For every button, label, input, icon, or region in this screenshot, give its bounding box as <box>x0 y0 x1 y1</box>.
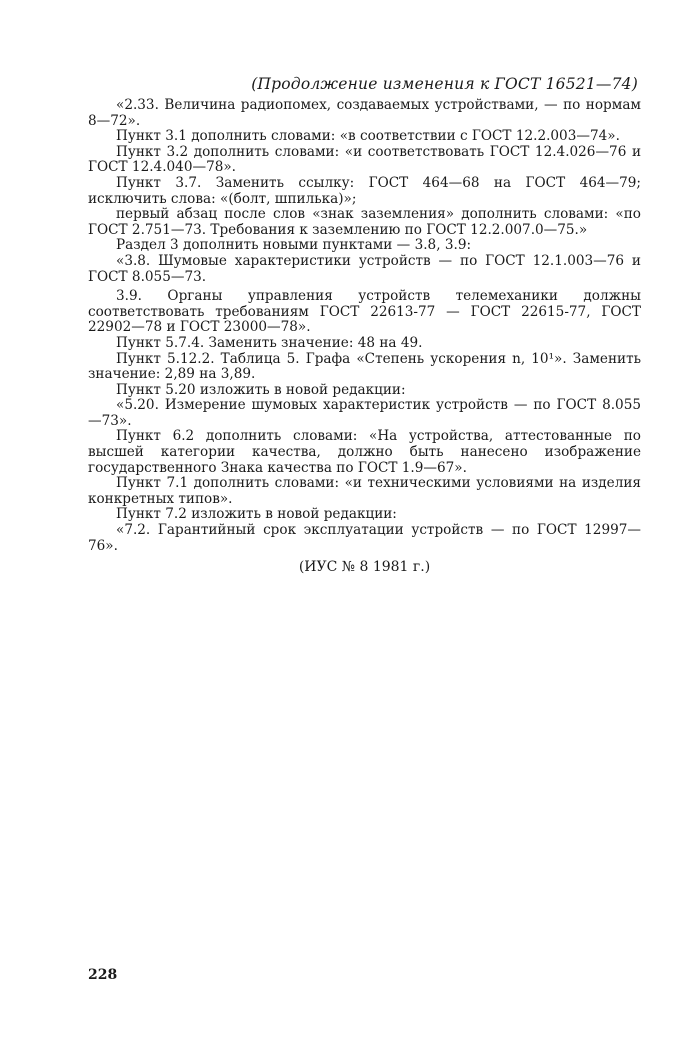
paragraph-5-20-text: «5.20. Измерение шумовых характеристик устройств — по ГОСТ 8.055—73». <box>88 397 641 429</box>
paragraph-section-3: Раздел 3 дополнить новыми пунктами — 3.8, 3.9: <box>116 237 472 254</box>
paragraph-3-1: Пункт 3.1 дополнить словами: «в соответствии с ГОСТ 12.2.003—74». <box>116 128 620 145</box>
running-header: (Продолжение изменения к ГОСТ 16521—74) <box>251 75 638 93</box>
paragraph-5-12-2: Пункт 5.12.2. Таблица 5. Графа «Степень ускорения n, 10¹». Заменить значение: 2,89 на 3,89. <box>88 350 641 383</box>
page-number: 228 <box>88 967 118 983</box>
paragraph-3-7-cont: первый абзац после слов «знак заземления» дополнить словами: «по ГОСТ 2.751—73. Требования к заземлению по ГОСТ 12.2.007.0—75.» <box>88 206 641 238</box>
paragraph-3-7: Пункт 3.7. Заменить ссылку: ГОСТ 464—68 на ГОСТ 464—79; исключить слова: «(болт, шпилька)»; <box>88 174 641 207</box>
paragraph-3-8: «3.8. Шумовые характеристики устройств — по ГОСТ 12.1.003—76 и ГОСТ 8.055—73. <box>88 252 641 285</box>
paragraph-7-2-text: «7.2. Гарантийный срок эксплуатации устройств — по ГОСТ 12997—76». <box>88 522 641 554</box>
paragraph-6-2: Пункт 6.2 дополнить словами: «На устройства, аттестованные по высшей категории качества, должно быть нанесено изображение государственного Знака качества по ГОСТ 1.9—67». <box>88 428 641 476</box>
paragraph-5-20: Пункт 5.20 изложить в новой редакции: <box>116 381 406 398</box>
paragraph-3-9: 3.9. Органы управления устройств телемеханики должны соответствовать требованиям ГОСТ 22613-77 — ГОСТ 22615-77, ГОСТ 22902—78 и ГОСТ 23000—78». <box>88 288 641 336</box>
paragraph-2-33: «2.33. Величина радиопомех, создаваемых устройствами, — по нормам 8—72». <box>88 97 641 129</box>
paragraph-7-1: Пункт 7.1 дополнить словами: «и техническими условиями на изделия конкретных типов». <box>88 475 641 507</box>
source-reference: (ИУС № 8 1981 г.) <box>298 559 431 576</box>
paragraph-5-7-4: Пункт 5.7.4. Заменить значение: 48 на 49. <box>116 334 423 351</box>
paragraph-7-2: Пункт 7.2 изложить в новой редакции: <box>116 506 397 523</box>
document-body <box>88 98 641 576</box>
paragraph-3-2: Пункт 3.2 дополнить словами: «и соответствовать ГОСТ 12.4.026—76 и ГОСТ 12.4.040—78». <box>88 143 641 176</box>
